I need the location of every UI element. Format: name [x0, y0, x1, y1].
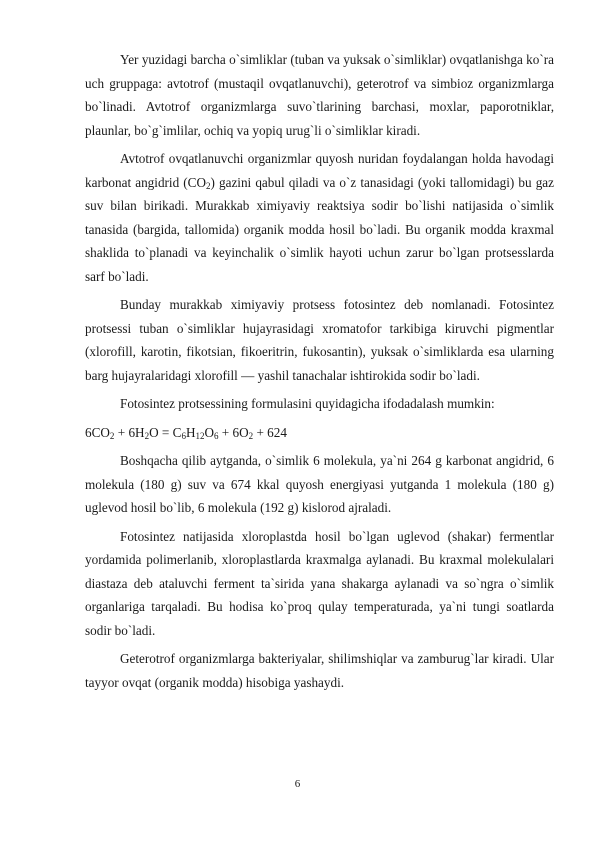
formula-part: + 6O	[218, 424, 249, 440]
document-body	[85, 48, 554, 699]
formula-part: O	[204, 424, 214, 440]
formula-part: + 624	[253, 424, 287, 440]
co2-subscript: 2	[206, 180, 211, 191]
formula-part: + 6H	[114, 424, 145, 440]
paragraph-5: Boshqacha qilib aytganda, o`simlik 6 molekula, ya`ni 264 g karbonat angidrid, 6 molekula (180 g) suv va 674 kkal quyosh energiyasi yutganda 1 molekula (180 g) uglevod hosil bo`lib, 6 molekula (192 g) kislorod ajraladi.	[85, 453, 554, 515]
paragraph-6: Fotosintez natijasida xloroplastda hosil bo`lgan uglevod (shakar) fermentlar yordamida polimerlanib, xloroplastlarda kraxmalga aylanadi. Bu kraxmal molekulalari diastaza deb ataluvchi ferment ta`sirida yana shakarga aylanadi va so`ngra o`simlik organlariga tarqaladi. Bu hodisa ko`proq qulay temperaturada, ya`ni tungi soatlarda sodir bo`ladi.	[85, 528, 554, 638]
paragraph-2	[85, 147, 554, 288]
formula-part: O = C	[149, 424, 182, 440]
formula-sub: 2	[248, 430, 254, 441]
paragraph-4: Fotosintez protsessining formulasini quyidagicha ifodadalash mumkin:	[120, 396, 495, 411]
photosynthesis-formula	[85, 421, 554, 445]
formula-sub: 2	[109, 430, 115, 441]
page-number: 6	[294, 778, 301, 790]
paragraph-1: Yer yuzidagi barcha o`simliklar (tuban va yuksak o`simliklar) ovqatlanishga ko`ra uch gruppaga: avtotrof (mustaqil ovqatlanuvchi), geterotrof va simbioz organizmlarga bo`linadi. Avtotrof organizmlarga suvo`tlarining barchasi, moxlar, paporotniklar, plaunlar, bo`g`imlilar, ochiq va yopiq urug`li o`simliklar kiradi.	[85, 52, 554, 138]
formula-sub: 6	[214, 430, 219, 441]
formula-sub: 12	[195, 430, 205, 441]
paragraph-2-part-a: Avtotrof ovqatlanuvchi organizmlar quyosh nuridan foydalangan holda havodagi karbonat angidrid (CO	[85, 151, 554, 190]
paragraph-2-part-b: ) gazini qabul qiladi va o`z tanasidagi (yoki tallomidagi) bu gaz suv bilan birikadi. Murakkab ximiyaviy reaktsiya sodir bo`lishi natijasida o`simlik tanasida (bargida, tallomida) organik modda hosil bo`ladi. Bu organik modda kraxmal shaklida to`planadi va keyinchalik o`simlik hayoti uchun zarur bo`lgan protsesslarda sarf bo`ladi.	[85, 174, 554, 284]
formula-part: 6CO	[85, 424, 110, 440]
paragraph-3: Bunday murakkab ximiyaviy protsess fotosintez deb nomlanadi. Fotosintez protsessi tuban o`simliklar hujayrasidagi xromatofor tarkibiga kiruvchi pigmentlar (xlorofill, karotin, fikotsian, fikoeritrin, fukosantin), yuksak o`simliklarda esa ularning barg hujayralaridagi xlorofill — yashil tanachalar ishtirokida sodir bo`ladi.	[85, 297, 554, 383]
formula-part: H	[185, 424, 196, 440]
formula-sub: 2	[144, 430, 150, 441]
formula-sub: 6	[181, 430, 186, 441]
paragraph-7: Geterotrof organizmlarga bakteriyalar, shilimshiqlar va zamburug`lar kiradi. Ular tayyor ovqat (organik modda) hisobiga yashaydi.	[85, 651, 554, 690]
